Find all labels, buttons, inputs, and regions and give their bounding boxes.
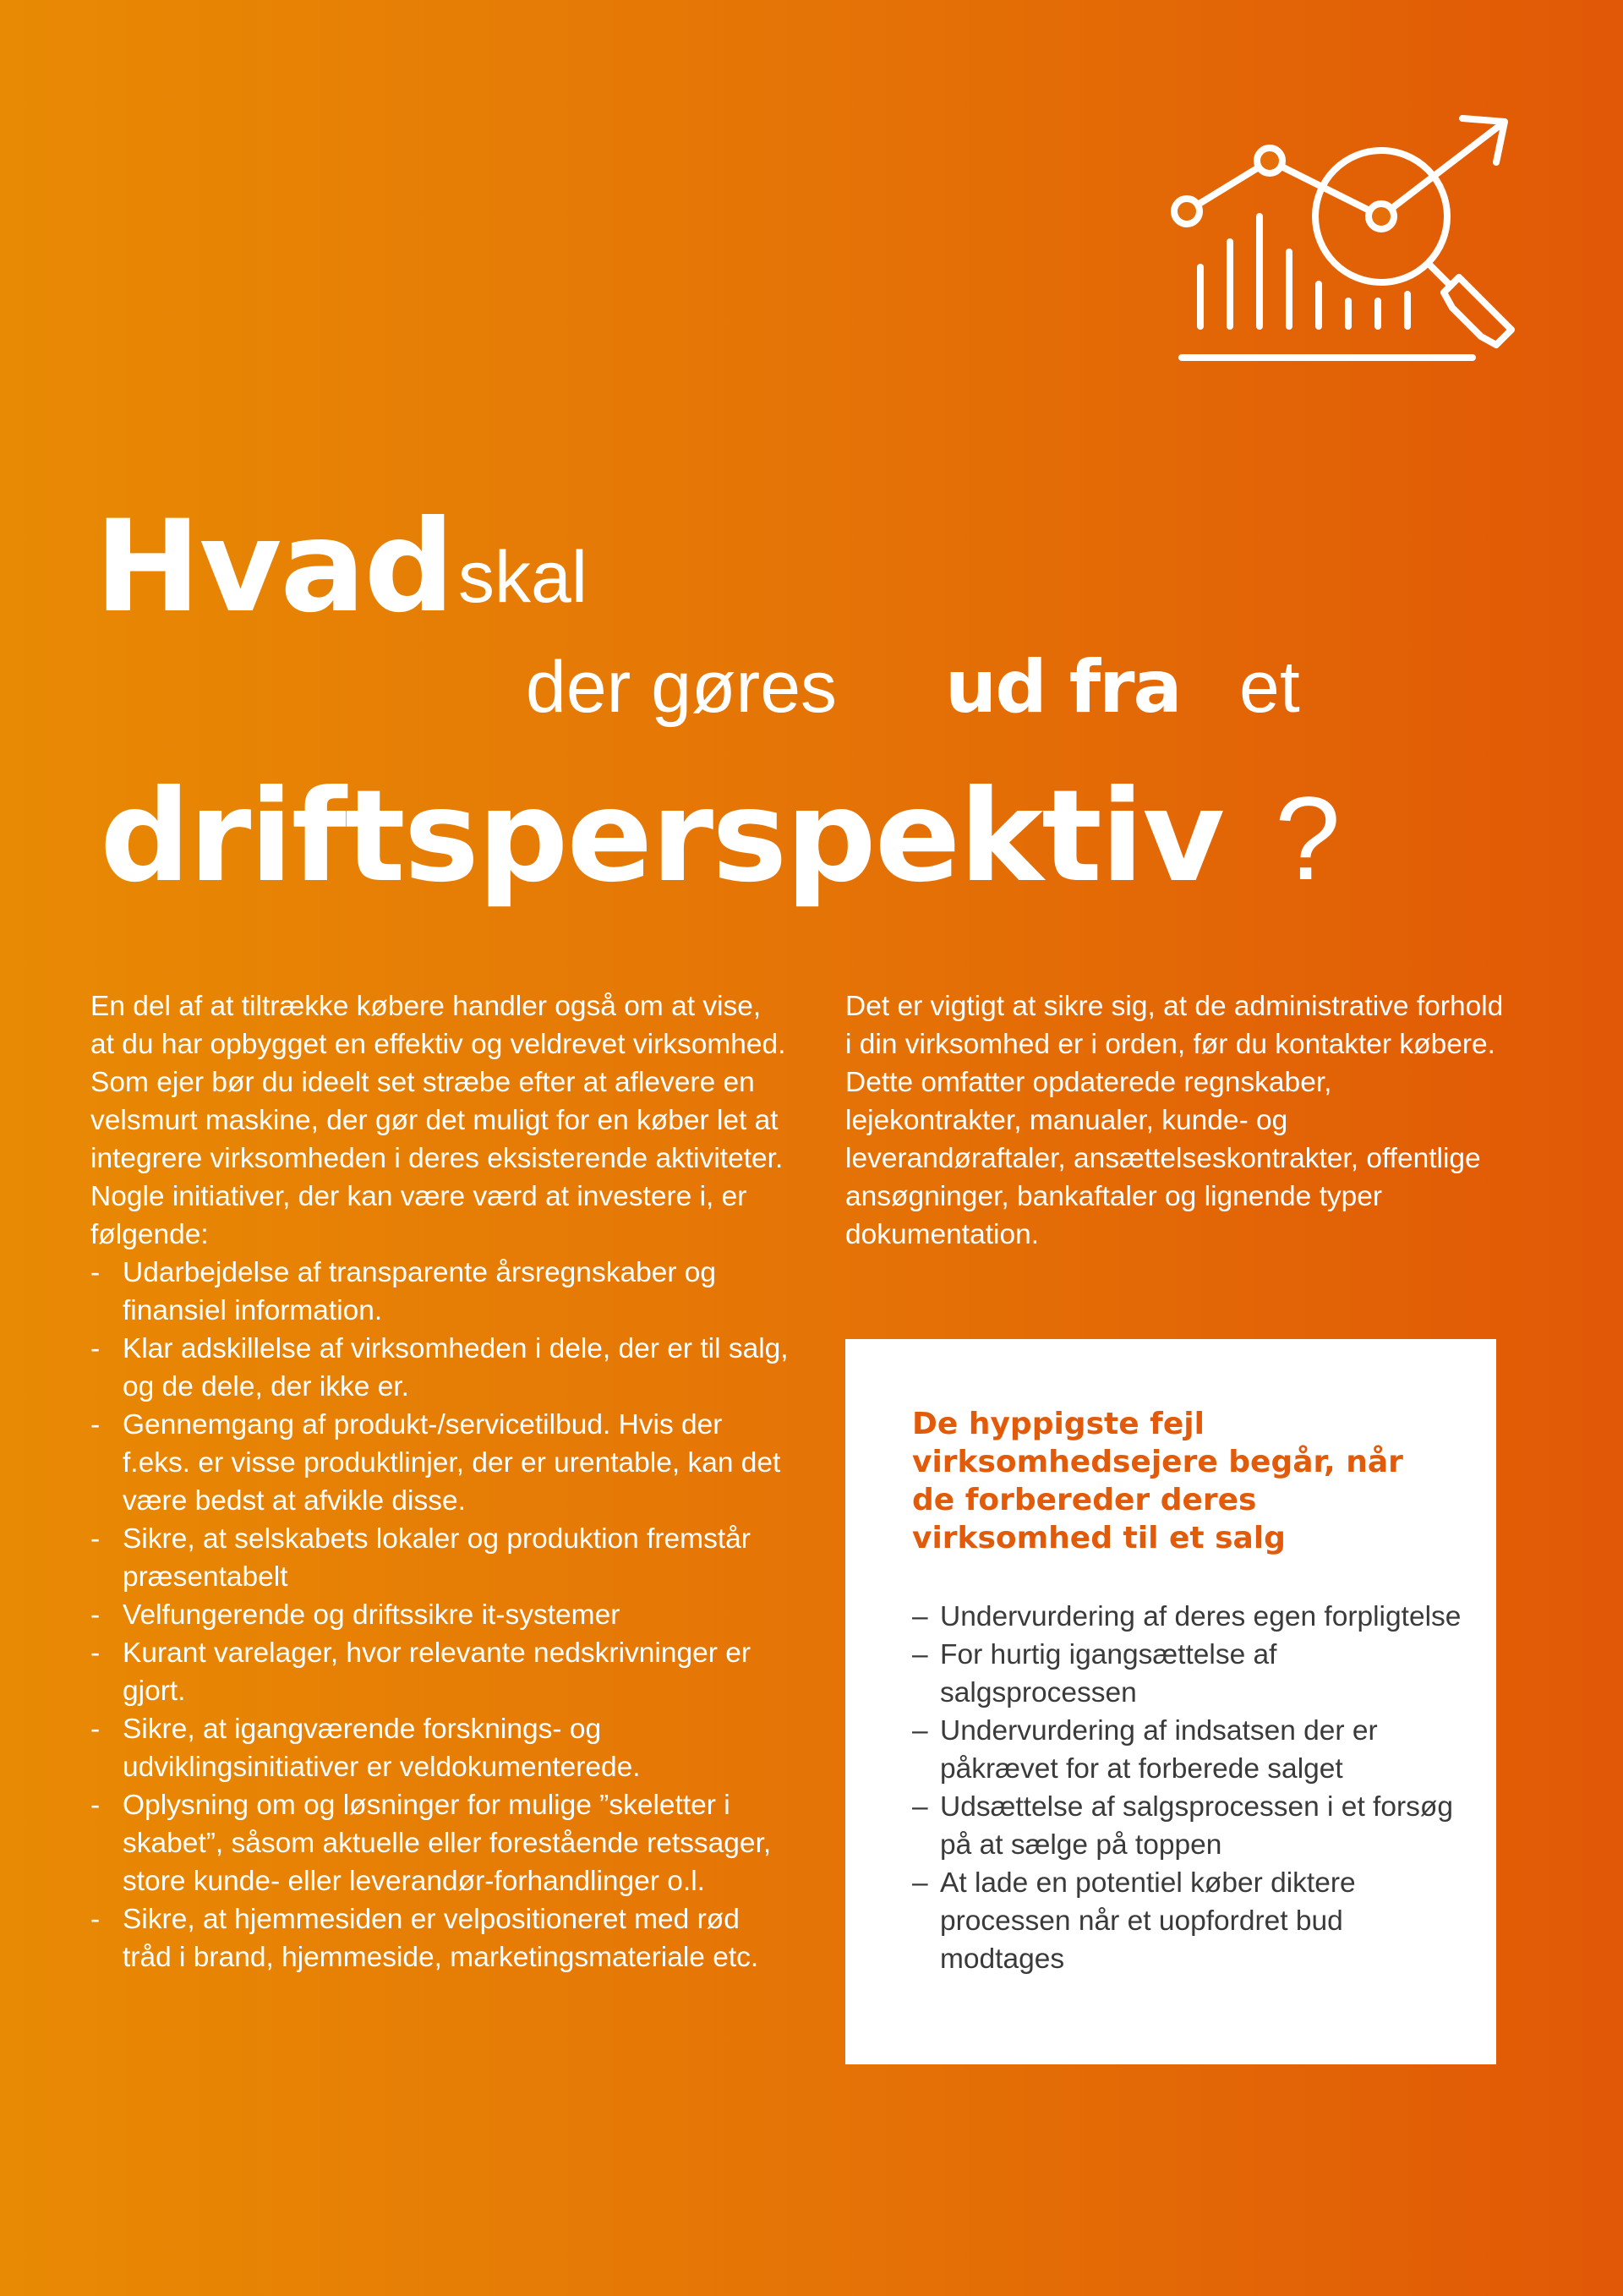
right-paragraph: Det er vigtigt at sikre sig, at de administrative forhold i din virksomhed er i orden, før du kontakter købere. Dette omfatter opdaterede regnskaber, lejekontrakter, manualer, kunde- og leverandøraftaler, ansættelseskontrakter, offentlige ansøgninger, bankaftaler og lignende typer dokumentation. bbox=[845, 991, 1504, 1250]
title-word-der-gores: der gøres bbox=[526, 647, 838, 728]
right-column bbox=[845, 987, 1505, 1254]
list-item: – Udsættelse af salgsprocessen i et forsøg på at sælge på toppen bbox=[912, 1791, 1453, 1861]
list-item: – Undervurdering af deres egen forpligtelse bbox=[912, 1601, 1462, 1632]
page-title bbox=[0, 0, 1623, 947]
list-item: - Kurant varelager, hvor relevante nedskrivninger er gjort. bbox=[90, 1637, 751, 1707]
title-word-ud-fra: ud fra bbox=[945, 645, 1181, 730]
list-item: - Udarbejdelse af transparente årsregnskaber og finansiel information. bbox=[90, 1257, 717, 1326]
common-mistakes-box bbox=[845, 1339, 1496, 2064]
list-item: - Sikre, at igangværende forsknings- og udviklingsinitiativer er veldokumenterede. bbox=[90, 1714, 641, 1783]
mistakes-list bbox=[912, 1598, 1462, 1978]
initiatives-list bbox=[90, 1254, 792, 1976]
title-word-driftsperspektiv: driftsperspektiv bbox=[100, 763, 1224, 910]
list-item: – Undervurdering af indsatsen der er påkrævet for at forberede salget bbox=[912, 1715, 1378, 1785]
list-item: - Sikre, at selskabets lokaler og produktion fremstår præsentabelt bbox=[90, 1523, 751, 1593]
list-item: - Velfungerende og driftssikre it-systemer bbox=[90, 1599, 620, 1631]
list-item: - Gennemgang af produkt-/servicetilbud. Hvis der f.eks. er visse produktlinjer, der er urentable, kan det være bedst at afvikle disse. bbox=[90, 1409, 781, 1517]
list-item: – At lade en potentiel køber diktere processen når et uopfordret bud modtages bbox=[912, 1867, 1356, 1975]
list-item: - Oplysning om og løsninger for mulige ”skeletter i skabet”, såsom aktuelle eller forestående retssager, store kunde- eller leverandør-forhandlinger o.l. bbox=[90, 1790, 772, 1897]
list-item: - Sikre, at hjemmesiden er velpositioneret med rød tråd i brand, hjemmeside, marketingsmateriale etc. bbox=[90, 1904, 759, 1973]
title-word-et: et bbox=[1239, 647, 1300, 728]
left-column bbox=[90, 987, 792, 1976]
left-intro: En del af at tiltrække købere handler også om at vise, at du har opbygget en effektiv og veldrevet virksomhed. Som ejer bør du ideelt set stræbe efter at aflevere en velsmurt maskine, der gør det muligt for en køber let at integrere virksomheden i deres eksisterende aktiviteter. Nogle initiativer, der kan være værd at investere i, er følgende: bbox=[90, 991, 786, 1250]
title-word-skal: skal bbox=[458, 537, 587, 618]
title-word-hvad: Hvad bbox=[95, 494, 453, 641]
list-item: - Klar adskillelse af virksomheden i dele, der er til salg, og de dele, der ikke er. bbox=[90, 1333, 789, 1402]
list-item: – For hurtig igangsættelse af salgsprocessen bbox=[912, 1639, 1277, 1708]
title-question-mark: ? bbox=[1275, 772, 1341, 905]
box-heading: De hyppigste fejl virksomhedsejere begår, når de forbereder deres virksomhed til et salg bbox=[912, 1407, 1403, 1555]
